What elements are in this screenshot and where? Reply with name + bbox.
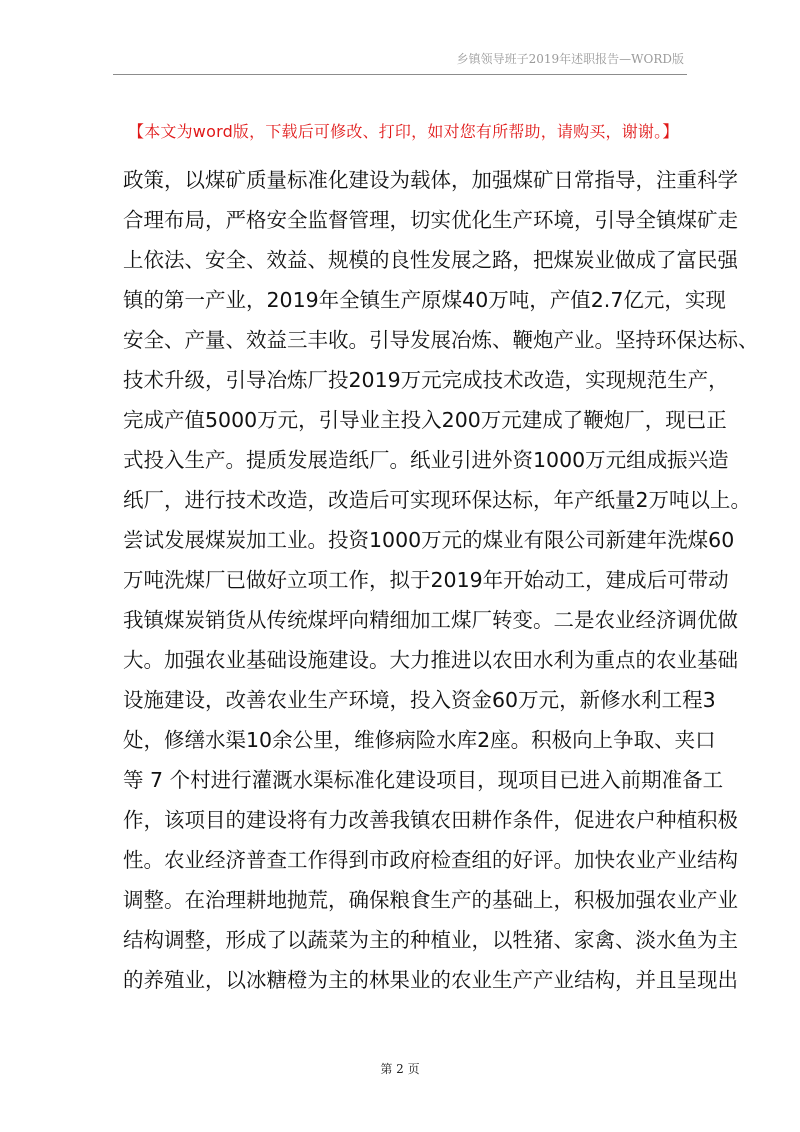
body-line: 性。农业经济普查工作得到市政府检查组的好评。加快农业产业结构 [123, 848, 738, 872]
page-number: 第 2 页 [380, 1062, 420, 1076]
body-line: 大。加强农业基础设施建设。大力推进以农田水利为重点的农业基础 [123, 648, 738, 672]
document-body [123, 160, 759, 1000]
page-header-title: 乡镇领导班子2019年述职报告—WORD版 [456, 52, 684, 66]
body-line: 技术升级，引导冶炼厂投2019万元完成技术改造，实现规范生产， [123, 368, 729, 392]
body-line: 完成产值5000万元，引导业主投入200万元建成了鞭炮厂，现已正 [123, 408, 727, 432]
body-line: 政策，以煤矿质量标准化建设为载体，加强煤矿日常指导，注重科学 [123, 168, 738, 192]
purchase-notice: 【本文为word版，下载后可修改、打印，如对您有所帮助，请购买，谢谢。】 [128, 122, 679, 141]
body-line: 结构调整，形成了以蔬菜为主的种植业，以牲猪、家禽、淡水鱼为主 [123, 928, 738, 952]
body-line: 万吨洗煤厂已做好立项工作，拟于2019年开始动工，建成后可带动 [123, 568, 729, 592]
body-line: 我镇煤炭销货从传统煤坪向精细加工煤厂转变。二是农业经济调优做 [123, 608, 738, 632]
body-line: 等 7 个村进行灌溉水渠标准化建设项目，现项目已进入前期准备工 [123, 768, 724, 792]
body-line: 上依法、安全、效益、规模的良性发展之路，把煤炭业做成了富民强 [123, 248, 738, 272]
body-line: 调整。在治理耕地抛荒，确保粮食生产的基础上，积极加强农业产业 [123, 888, 738, 912]
header-divider [113, 74, 687, 75]
body-line: 式投入生产。提质发展造纸厂。纸业引进外资1000万元组成振兴造 [123, 448, 729, 472]
body-line: 的养殖业，以冰糖橙为主的林果业的农业生产产业结构，并且呈现出 [123, 968, 738, 992]
body-line: 镇的第一产业，2019年全镇生产原煤40万吨，产值2.7亿元，实现 [123, 288, 726, 312]
body-line: 安全、产量、效益三丰收。引导发展冶炼、鞭炮产业。坚持环保达标、 [123, 328, 759, 352]
body-line: 纸厂，进行技术改造，改造后可实现环保达标，年产纸量2万吨以上。 [123, 488, 752, 512]
body-line: 尝试发展煤炭加工业。投资1000万元的煤业有限公司新建年洗煤60 [123, 528, 735, 552]
body-line: 设施建设，改善农业生产环境，投入资金60万元，新修水利工程3 [123, 688, 716, 712]
body-line: 作，该项目的建设将有力改善我镇农田耕作条件，促进农户种植积极 [123, 808, 738, 832]
body-line: 合理布局，严格安全监督管理，切实优化生产环境，引导全镇煤矿走 [123, 208, 738, 232]
body-line: 处，修缮水渠10余公里，维修病险水库2座。积极向上争取、夹口 [123, 728, 716, 752]
